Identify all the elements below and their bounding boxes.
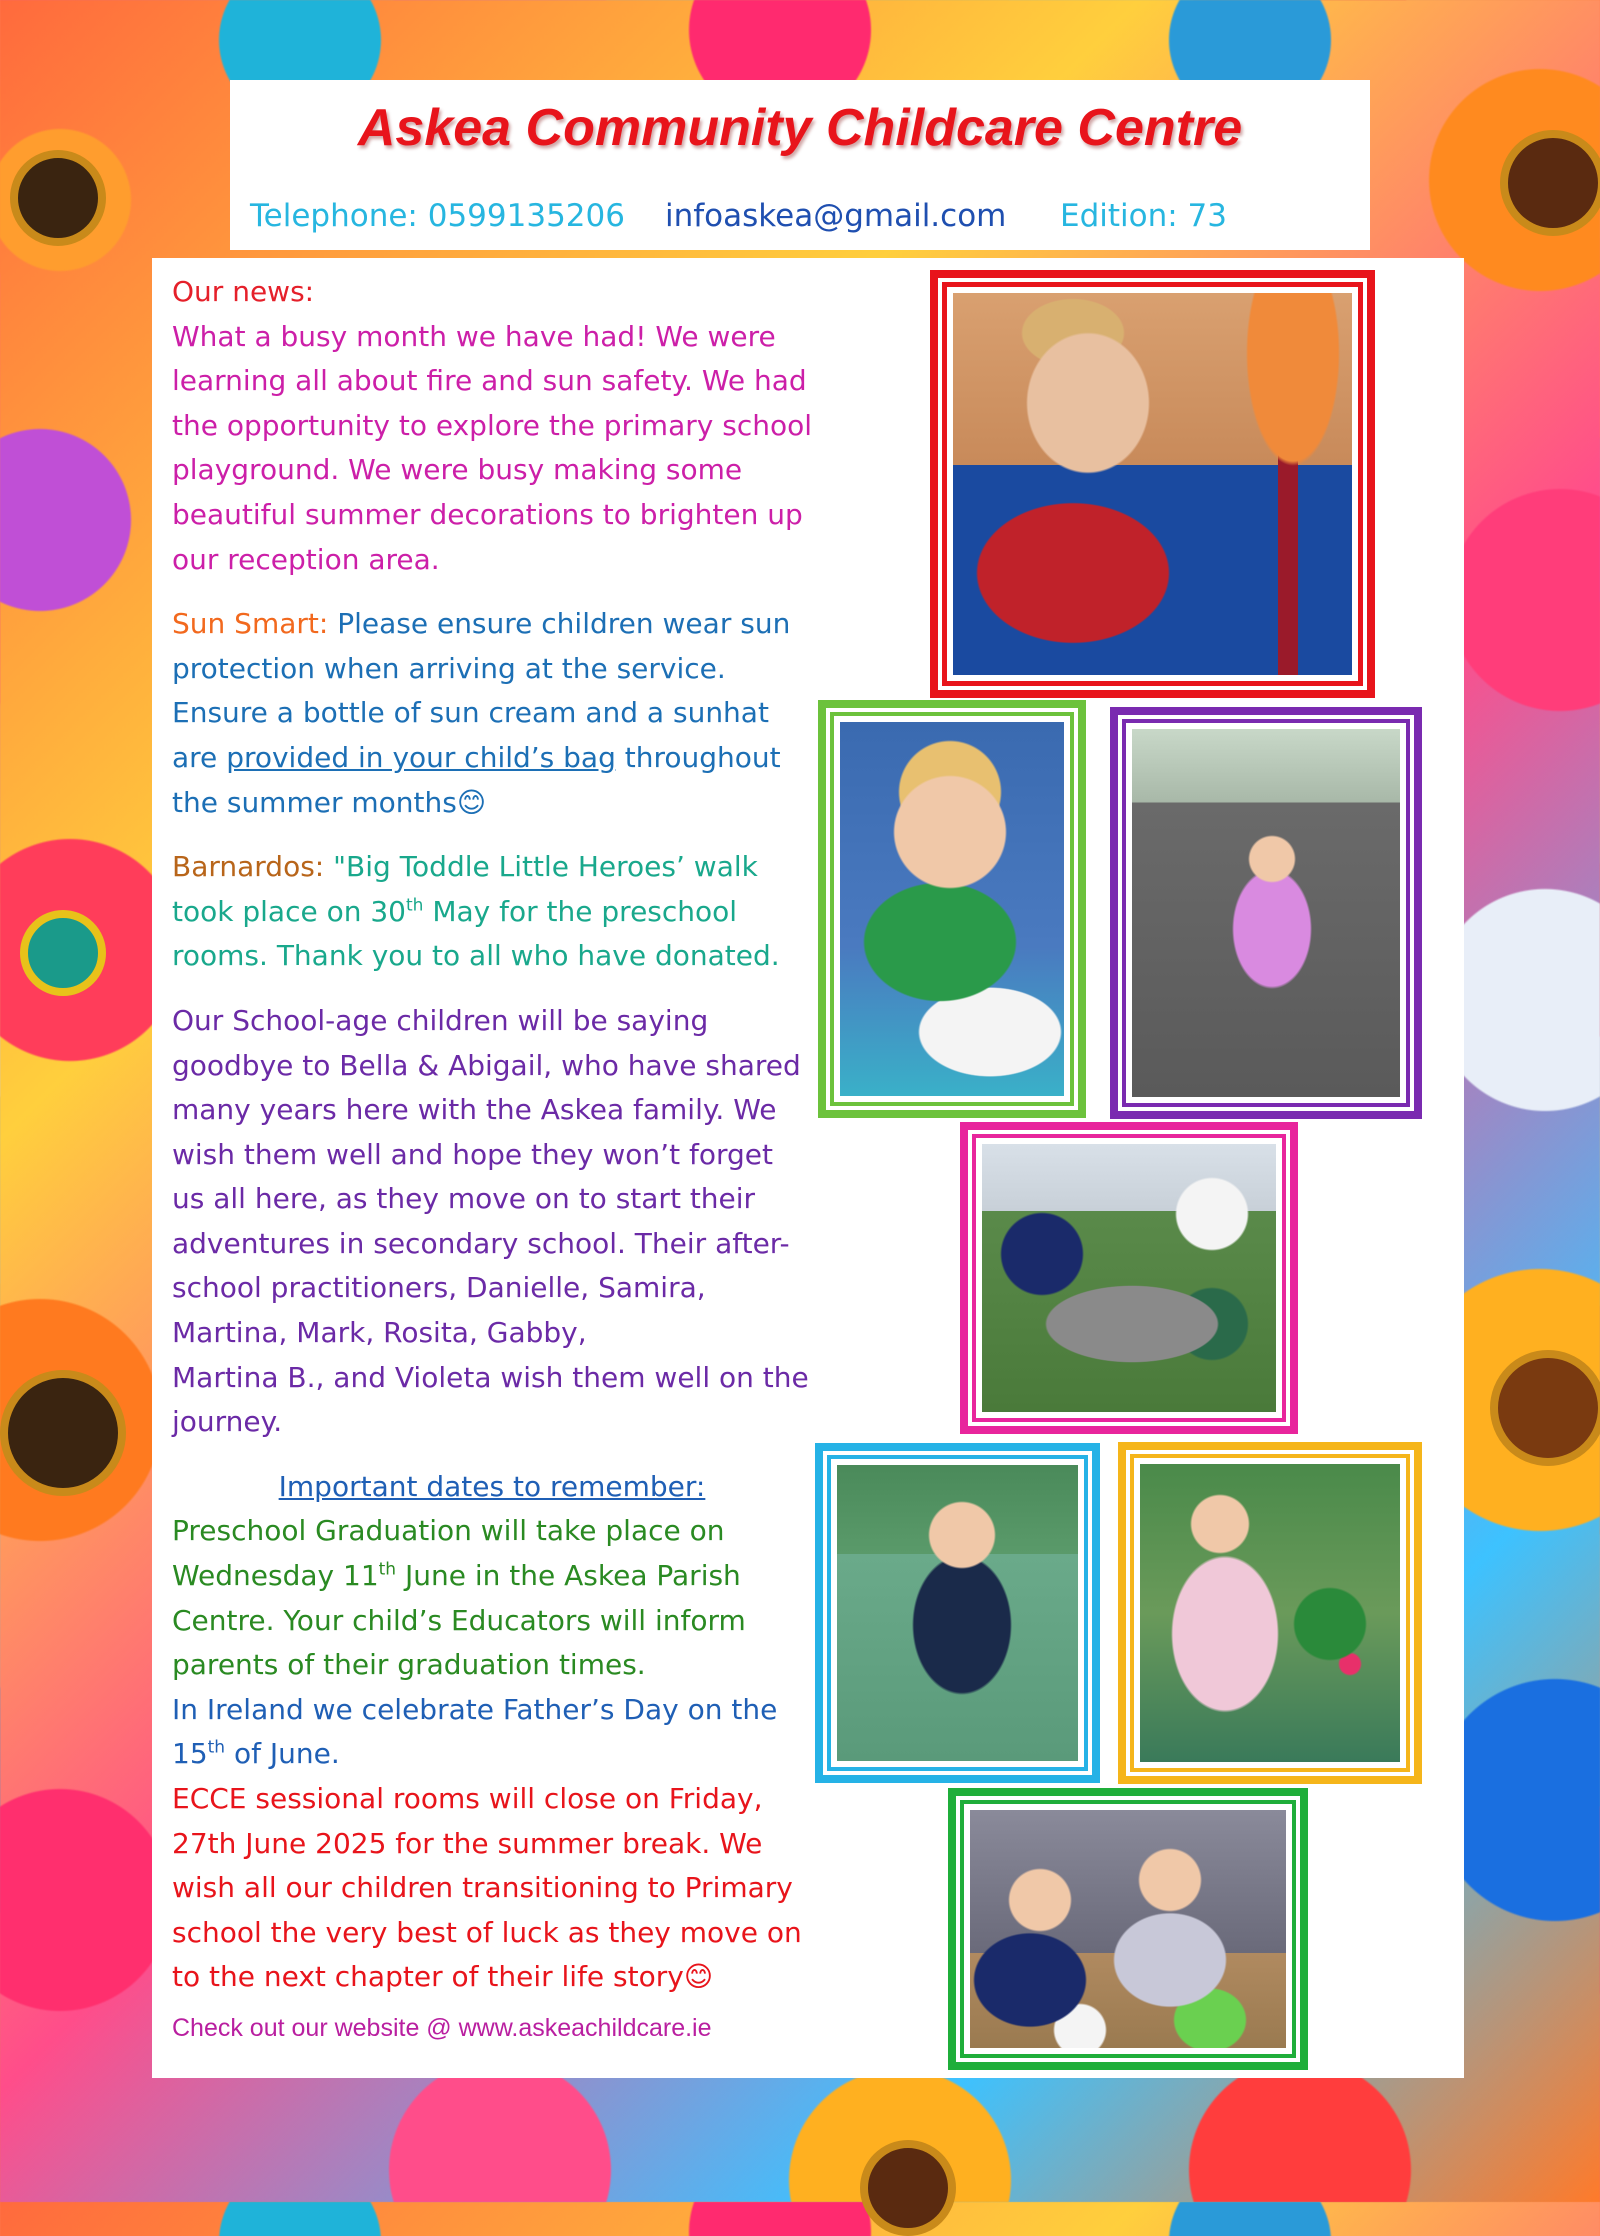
fathers-day-text: In Ireland we celebrate Father’s Day on the 15 xyxy=(172,1692,778,1771)
barnardos-sup: th xyxy=(406,895,424,916)
edition-number: Edition: 73 xyxy=(1060,198,1228,234)
important-dates-section xyxy=(172,1465,812,2000)
website-link[interactable]: Check out our website @ www.askeachildcare.ie xyxy=(172,2013,712,2042)
photo-playground xyxy=(1110,707,1422,1119)
graduation-sup: th xyxy=(378,1559,397,1580)
photo-fire-safety xyxy=(930,270,1375,698)
newsletter-text-column xyxy=(172,270,812,2051)
fathers-day-sup: th xyxy=(207,1738,226,1759)
telephone-number: Telephone: 0599135206 xyxy=(250,198,625,234)
barnardos-label: Barnardos: xyxy=(172,850,325,884)
school-age-section xyxy=(172,999,812,1445)
our-news-body: What a busy month we have had! We were learning all about fire and sun safety. We had the opportunity to explore the primary school playground. We were busy making some beautiful summer decorations to brighten up our reception area. xyxy=(172,319,812,576)
our-news-heading: Our news: xyxy=(172,275,315,308)
sun-smart-section xyxy=(172,602,812,825)
photo-planting-flowers xyxy=(1118,1442,1422,1784)
graduation-text: Preschool Graduation will take place on Wednesday 11 xyxy=(172,1514,725,1593)
barnardos-text: "Big Toddle Little Heroes’ walk took place on 30 xyxy=(172,850,758,928)
graduation-text-end: June in the Askea Parish Centre. Your child’s Educators will inform parents of their graduation times. xyxy=(172,1559,746,1682)
photo-outdoor-drawing xyxy=(960,1122,1298,1434)
sun-smart-underlined: provided in your child’s bag xyxy=(226,740,616,774)
school-age-text-end: Martina B., and Violeta wish them well on the journey. xyxy=(172,1360,809,1439)
our-news-section xyxy=(172,270,812,582)
ecce-closing-text: ECCE sessional rooms will close on Friday, 27th June 2025 for the summer break. We wish all our children transitioning to Primary school the very best of luck as they move on to the next chapter of their life story😊 xyxy=(172,1782,802,1994)
email-address[interactable]: infoaskea@gmail.com xyxy=(665,198,1007,234)
photo-craft-play xyxy=(948,1788,1308,2070)
important-dates-heading: Important dates to remember: xyxy=(278,1469,706,1503)
barnardos-section xyxy=(172,845,812,979)
header-panel xyxy=(230,80,1370,250)
page-title: Askea Community Childcare Centre xyxy=(357,99,1243,157)
sun-smart-text: Please ensure children wear sun protection when arriving at the service. Ensure a bottle of sun cream and a sunhat are xyxy=(172,607,791,774)
fathers-day-text-end: of June. xyxy=(225,1737,340,1771)
school-age-text: Our School-age children will be saying goodbye to Bella & Abigail, who have shared many years here with the Askea family. We wish them well and hope they won’t forget us all here, as they move on to start their adventures in secondary school. Their after-school practitioners, Danielle, Samira, Martina, Mark, Rosita, Gabby, xyxy=(172,1003,801,1350)
sun-smart-label: Sun Smart: xyxy=(172,607,329,641)
sun-smart-text-end: throughout the summer months😊 xyxy=(172,740,781,819)
barnardos-text-end: May for the preschool rooms. Thank you to all who have donated. xyxy=(172,894,780,973)
photo-pegboard-play xyxy=(818,700,1086,1118)
photo-toddler-standing xyxy=(815,1443,1100,1783)
